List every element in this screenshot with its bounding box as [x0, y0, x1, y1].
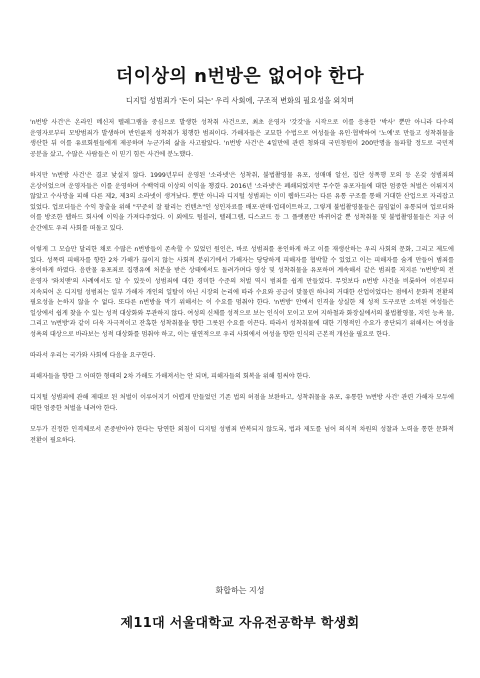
- signature: 제11대 서울대학교 자유전공학부 학생회: [120, 616, 360, 631]
- document-title: 더이상의 n번방은 없어야 한다: [115, 66, 365, 87]
- paragraph-demand-victims: 피해자들을 향한 그 어떠한 형태의 2차 가해도 가해져서는 안 되며, 피해자들의 회복을 위해 힘써야 한다.: [30, 373, 311, 381]
- document-subtitle: 디지털 성범죄가 '돈이 되는' 우리 사회에, 구조적 변화의 필요성을 외치며: [125, 96, 355, 105]
- document-body: [30, 118, 454, 457]
- paragraph-demand-lead: 따라서 우리는 국가와 사회에 다음을 요구한다.: [30, 352, 156, 360]
- closing-phrase: 화합하는 지성: [215, 586, 265, 595]
- paragraph-intro: 'n번방 사건'은 온라인 메신저 텔레그램을 중심으로 발생한 성착취 사건으로, 최초 운영자 '갓갓'을 시작으로 이를 응용한 '박사' 뿐만 아니라 다수의 운영자로부터 모방범죄가 발생하며 반인륜적 성착취가 횡행한 범죄이다. 가해자들은 교묘한 수법으로 여성들을 유인·협박하여 '노예'로 만들고 성착취물을 생산한 뒤 이를 유료회원들에게 제공하며 누군가의 삶을 사고팔았다. 'n번방 사건'은 4일만에 관련 청와대 국민청원이 200만명을 돌파할 정도로 국민적 공분을 샀고, 수많은 사람들은 이 믿기 힘든 사건에 분노했다.: [30, 119, 454, 158]
- paragraph-demand-law: 디지털 성범죄에 관해 제대로 된 처벌이 이루어지기 어렵게 만들었던 기존 법의 허점을 보완하고, 성착취물을 유포, 유통한 'n번방 사건' 관련 가해자 모두에 대한 엄중한 처벌을 내려야 한다.: [30, 394, 454, 413]
- paragraph-demand-culture: 모두가 진정한 인격체로서 존중받아야 한다는 당연한 외침이 디지털 성범죄 반복되지 않도록, 법과 제도를 넘어 의식적 차원의 성찰과 노력을 통한 문화적 전환이 필요하다.: [30, 426, 454, 444]
- paragraph-history: 하지만 'n번방 사건'은 결코 낯설지 않다. 1999년부터 운영된 '소라넷'은 성착취, 불법촬영물 유포, 성매매 알선, 집단 성폭행 모의 등 온갖 성범죄의 온상이었으며 운영자들은 이를 운영하며 수백억대 이상의 이익을 챙겼다. 2016년 '소라넷'은 폐쇄되었지만 무수한 유포자들에 대한 엄중한 처벌은 이뤄지지 않았고 수사망을 피해 다른 제2, 제3의 소라넷이 생겨났다. 뿐만 아니라 디지털 성범죄는 이미 웹하드라는 다른 유통 구조를 통해 거대한 산업으로 자리잡고 있었다. 업로더들은 수익 창출을 위해 "꾸준히 잘 팔리는 컨텐츠"인 성인자료를 배포·판매·업데이트하고, 그렇게 불법촬영물들은 끊임없이 유통되며 업로더와 이를 방조한 웹하드 회사에 이익을 가져다주었다. 이 외에도 텀블러, 텔레그램, 디스코드 등 그 플랫폼만 바뀌어갈 뿐 성착취물 및 불법촬영물들은 지금 이 순간에도 우리 사회를 떠돌고 있다.: [30, 171, 454, 232]
- paragraph-causes: 이렇게 그 모습만 달리한 채로 수많은 n번방들이 존속할 수 있었던 원인은, 바로 성범죄를 용인하게 하고 이를 재생산하는 우리 사회의 문화, 그리고 제도에 있다. 성폭력 피해자를 향한 2차 가해가 끊이지 않는 사회적 분위기에서 가해자는 당당하게 피해자를 협박할 수 있었고 이는 피해자를 숨게 만들어 범죄를 용이하게 하였다. 음란물 유포죄로 집행유예 처분을 받은 상태에서도 돌려가며다 영상 및 성착취물을 유포하며 계속해서 같은 범죄를 저지른 'n번방'의 전 운영자 '와치맨'의 사례에서도 알 수 있듯이 성범죄에 대한 경미한 수준의 처벌 역시 범죄를 쉽게 만들었다. 무엇보다 n번방 사건을 비롯하여 이전부터 지속되어 온 디지털 성범죄는 일부 가해자 개인의 일탈이 아닌 시장의 논리에 따라 수요와 공급이 맞물린 하나의 거대한 산업이었다는 점에서 문화적 전환의 필요성을 논하지 않을 수 없다. 또다른 n번방을 막기 위해서는 이 수요를 멈춰야 한다. 'n번방' 안에서 인격을 상실한 채 성적 도구로만 소비된 여성들은 일상에서 쉽게 찾을 수 있는 성적 대상화와 무관하지 않다. 여성의 신체를 성적으로 보는 인식이 모이고 모여 지하철과 화장실에서의 불법촬영물, 지인 능욕 물, 그리고 'n번방'과 같이 더욱 자극적이고 잔혹한 성착취물을 향한 그릇된 수요를 이끈다. 따라서 성착취물에 대한 기형적인 수요가 중단되기 위해서는 여성을 성욕의 대상으로 바라보는 성적 대상화를 멈춰야 하고, 이는 필연적으로 우리 사회에서 여성을 향한 인식의 근본적 개선을 필요로 한다.: [30, 246, 454, 338]
